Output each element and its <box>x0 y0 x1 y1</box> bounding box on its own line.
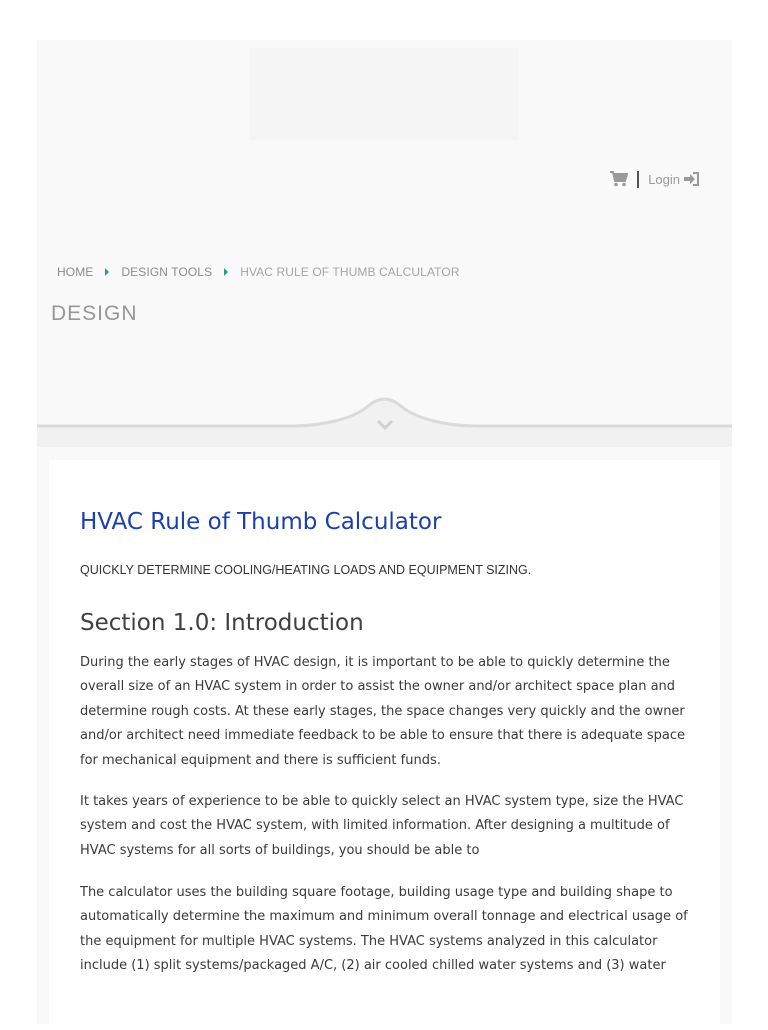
breadcrumb-arrow-icon <box>105 268 109 276</box>
login-label: Login <box>648 171 680 187</box>
sign-in-icon <box>684 172 700 186</box>
breadcrumb <box>57 265 460 279</box>
hero-section-title: DESIGN <box>51 302 138 325</box>
page-subtitle: QUICKLY DETERMINE COOLING/HEATING LOADS AND EQUIPMENT SIZING. <box>80 563 532 577</box>
article-content <box>49 460 720 1030</box>
header-divider <box>637 171 639 188</box>
page-container <box>37 40 732 1024</box>
experience-paragraph: It takes years of experience to be able to quickly select an HVAC system type, size the HVAC system and cost the HVAC system, with limited information. After designing a multitude of HVAC systems for all sorts of buildings, you should be able to <box>80 794 684 858</box>
hero-banner <box>37 40 732 447</box>
intro-paragraph: During the early stages of HVAC design, it is important to be able to quickly determine the overall size of an HVAC system in order to assist the owner and/or architect space plan and determine rough costs. At these early stages, the space changes very quickly and the owner and/or architect need immediate feedback to be able to ensure that there is adequate space for mechanical equipment and there is sufficient funds. <box>80 655 685 768</box>
section-heading: Section 1.0: Introduction <box>80 610 364 636</box>
breadcrumb-current: HVAC RULE OF THUMB CALCULATOR <box>240 265 460 279</box>
page-title: HVAC Rule of Thumb Calculator <box>80 509 442 535</box>
breadcrumb-arrow-icon <box>224 268 228 276</box>
header-tools <box>610 168 700 190</box>
cart-icon[interactable] <box>610 171 628 187</box>
login-link[interactable] <box>648 172 700 187</box>
calculator-paragraph: The calculator uses the building square footage, building usage type and building shape to automatically determine the maximum and minimum overall tonnage and electrical usage of the equipment for multiple HVAC systems. The HVAC systems analyzed in this calculator include (1) split systems/packaged A/C, (2) air cooled chilled water systems and (3) water <box>80 885 688 974</box>
chevron-down-icon[interactable] <box>375 416 395 428</box>
breadcrumb-home[interactable]: HOME <box>57 265 94 279</box>
breadcrumb-design-tools[interactable]: DESIGN TOOLS <box>121 265 213 279</box>
site-logo[interactable] <box>249 48 519 140</box>
hero-divider <box>37 385 732 447</box>
